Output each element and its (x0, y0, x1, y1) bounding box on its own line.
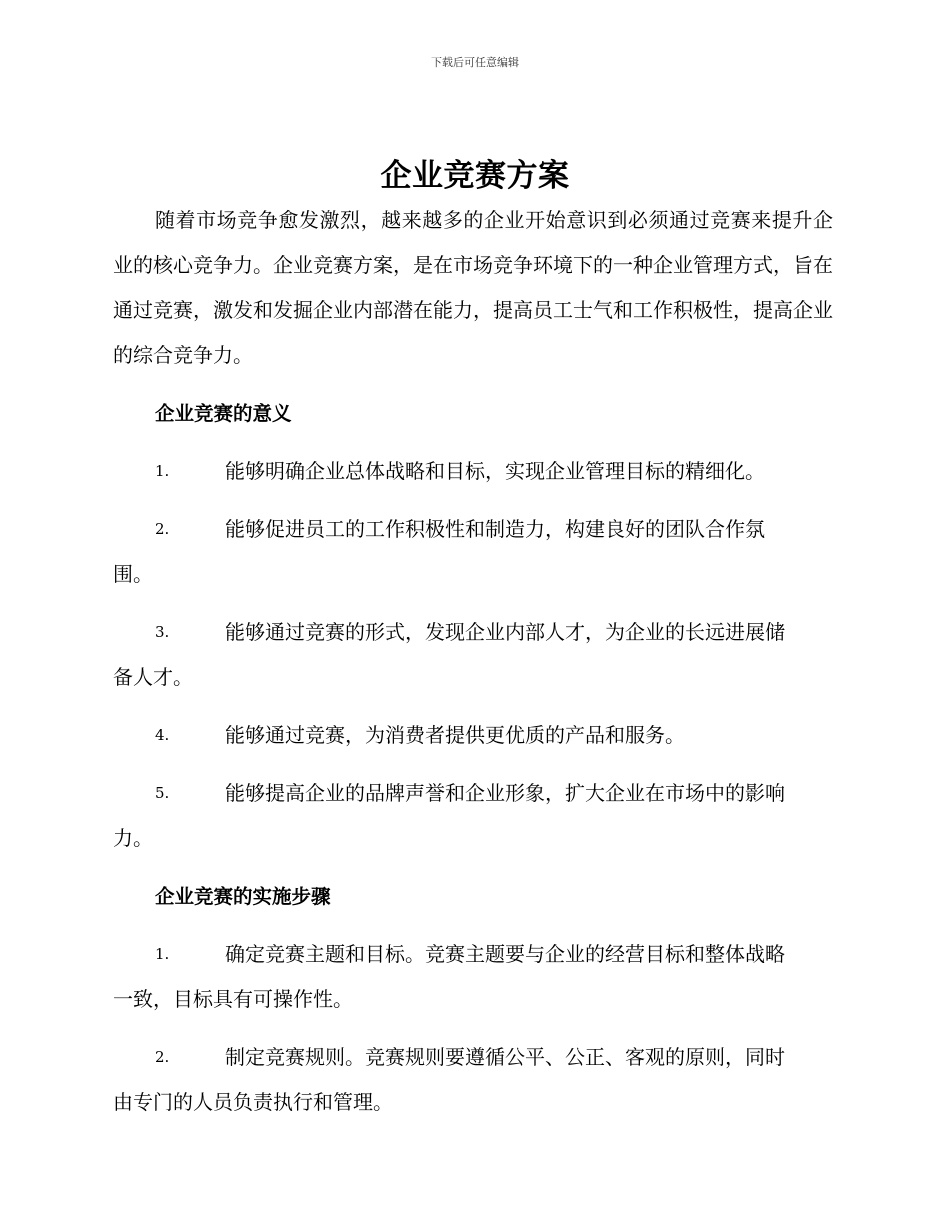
list-item-continuation: 备人才。 (113, 665, 193, 689)
list-item-number: 3. (155, 623, 170, 641)
list-item-text: 能够通过竞赛，为消费者提供更优质的产品和服务。 (225, 723, 685, 747)
document-body (113, 198, 833, 1138)
list-item-continuation: 力。 (113, 826, 153, 850)
list-item-number: 2. (155, 520, 170, 538)
list-item-number: 1. (155, 462, 170, 480)
list-item-continuation: 一致，目标具有可操作性。 (113, 987, 353, 1011)
list-item-text: 能够促进员工的工作积极性和制造力，构建良好的团队合作氛 (225, 517, 765, 541)
list-item-text: 能够明确企业总体战略和目标，实现企业管理目标的精细化。 (225, 459, 765, 483)
header-note: 下载后可任意编辑 (431, 56, 519, 69)
section-heading-significance: 企业竞赛的意义 (155, 402, 292, 425)
list-item-continuation: 围。 (113, 562, 153, 586)
list-item-text: 能够提高企业的品牌声誉和企业形象，扩大企业在市场中的影响 (225, 781, 785, 805)
list-item-number: 1. (155, 945, 170, 963)
document-title: 企业竞赛方案 (380, 158, 570, 194)
list-item-number: 5. (155, 784, 170, 802)
intro-paragraph: 随着市场竞争愈发激烈，越来越多的企业开始意识到必须通过竞赛来提升企业的核心竞争力。企业竞赛方案，是在市场竞争环境下的一种企业管理方式，旨在通过竞赛，激发和发掘企业内部潜在能力，提高员工士气和工作积极性，提高企业的综合竞争力。 (113, 208, 833, 367)
list-item (113, 507, 833, 597)
list-item (113, 713, 833, 758)
list-item (113, 610, 833, 700)
list-item-text: 制定竞赛规则。竞赛规则要遵循公平、公正、客观的原则，同时 (225, 1045, 785, 1069)
list-item-number: 2. (155, 1048, 170, 1066)
list-item-number: 4. (155, 726, 170, 744)
list-item-continuation: 由专门的人员负责执行和管理。 (113, 1090, 393, 1114)
list-item-text: 能够通过竞赛的形式，发现企业内部人才，为企业的长远进展储 (225, 620, 785, 644)
list-item (113, 449, 833, 494)
list-item (113, 771, 833, 861)
section-heading-steps: 企业竞赛的实施步骤 (155, 885, 331, 908)
list-item (113, 1035, 833, 1125)
list-item (113, 932, 833, 1022)
list-item-text: 确定竞赛主题和目标。竞赛主题要与企业的经营目标和整体战略 (225, 942, 785, 966)
